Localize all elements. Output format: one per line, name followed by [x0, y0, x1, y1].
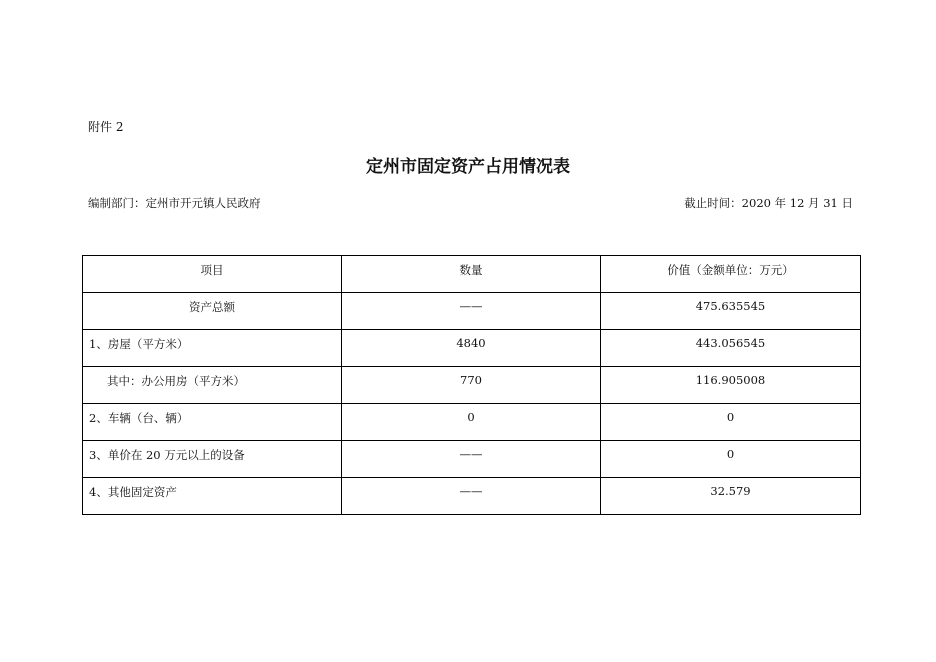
table-header-row	[83, 256, 861, 293]
page-title: 定州市固定资产占用情况表	[366, 157, 570, 177]
row-quantity: 0	[342, 404, 601, 441]
row-value: 116.905008	[601, 367, 861, 404]
table-row	[83, 441, 861, 478]
deadline-label: 截止时间：2020 年 12 月 31 日	[684, 196, 853, 210]
row-value: 32.579	[601, 478, 861, 515]
table-row	[83, 478, 861, 515]
fixed-asset-table	[82, 255, 861, 515]
table-row	[83, 293, 861, 330]
table-row	[83, 367, 861, 404]
row-item: 2、车辆（台、辆）	[83, 404, 342, 441]
header-quantity: 数量	[342, 256, 601, 293]
header-item: 项目	[83, 256, 342, 293]
row-item: 4、其他固定资产	[83, 478, 342, 515]
row-item: 资产总额	[83, 293, 342, 330]
attachment-label: 附件 2	[88, 120, 124, 134]
header-value: 价值（金额单位：万元）	[601, 256, 861, 293]
row-value: 0	[601, 441, 861, 478]
row-item: 其中：办公用房（平方米）	[83, 367, 342, 404]
table-row	[83, 404, 861, 441]
row-quantity: ——	[342, 293, 601, 330]
table-row	[83, 330, 861, 367]
row-value: 0	[601, 404, 861, 441]
row-quantity: ——	[342, 478, 601, 515]
department-label: 编制部门：定州市开元镇人民政府	[88, 196, 261, 210]
row-item: 1、房屋（平方米）	[83, 330, 342, 367]
row-value: 443.056545	[601, 330, 861, 367]
row-value: 475.635545	[601, 293, 861, 330]
row-quantity: 4840	[342, 330, 601, 367]
row-quantity: 770	[342, 367, 601, 404]
row-item: 3、单价在 20 万元以上的设备	[83, 441, 342, 478]
row-quantity: ——	[342, 441, 601, 478]
